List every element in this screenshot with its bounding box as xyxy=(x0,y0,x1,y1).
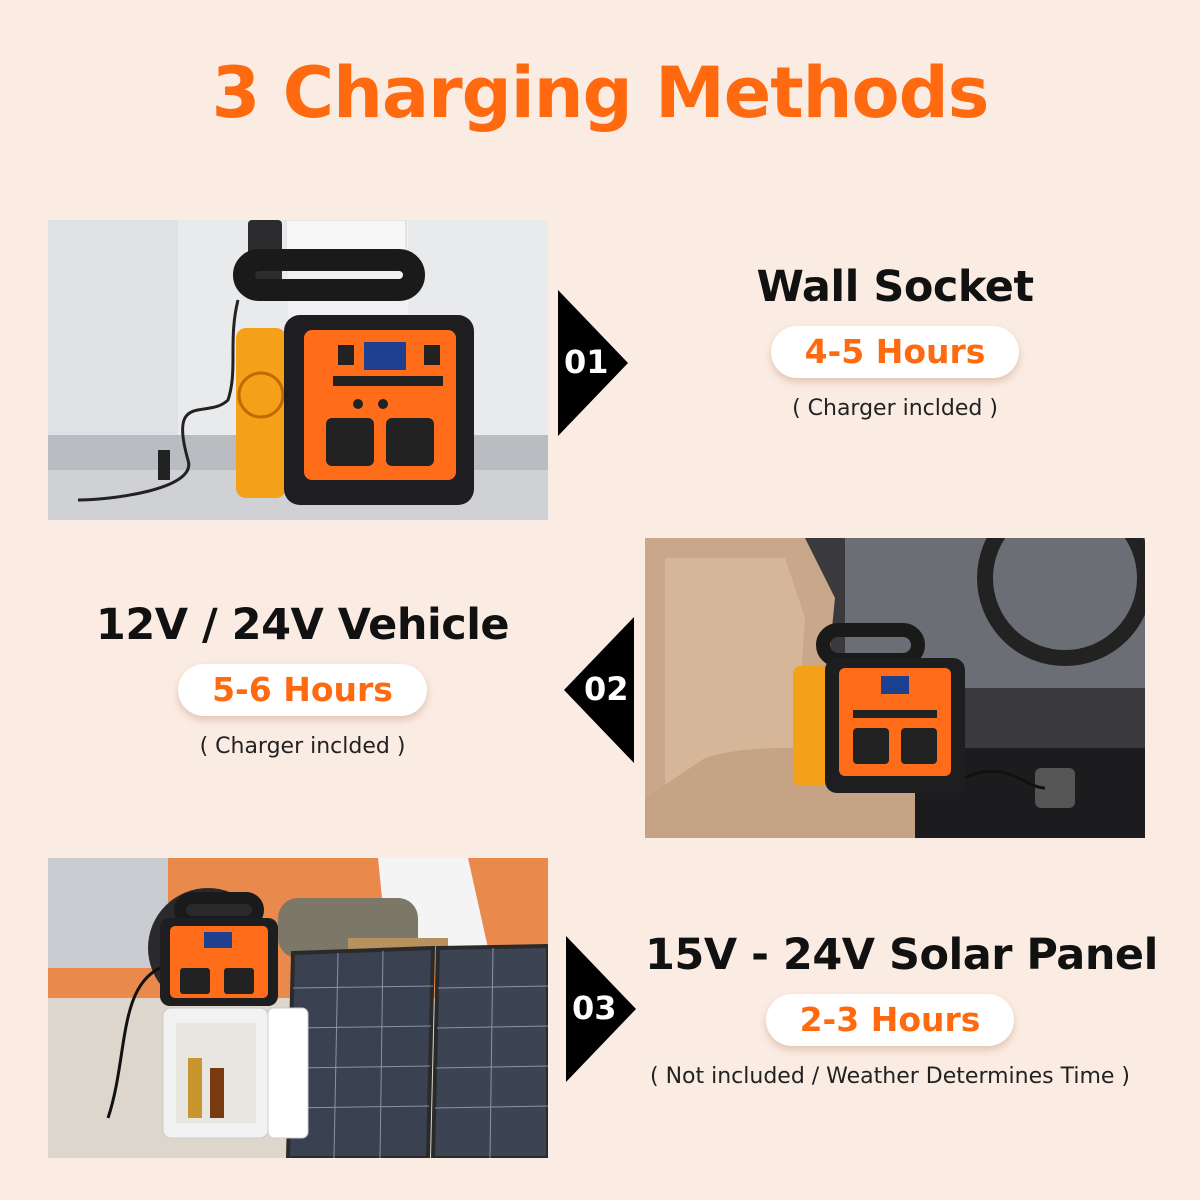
method-note: ( Charger inclded ) xyxy=(199,734,406,759)
method-wall-socket xyxy=(745,262,1045,421)
method-note: ( Charger inclded ) xyxy=(792,396,998,421)
method-heading: Wall Socket xyxy=(756,262,1034,312)
method-heading: 12V / 24V Vehicle xyxy=(95,600,510,650)
charging-time-badge: 2-3 Hours xyxy=(766,994,1015,1046)
charging-time-badge: 5-6 Hours xyxy=(178,664,427,716)
arrow-right-03 xyxy=(566,936,636,1082)
method-vehicle xyxy=(80,600,525,759)
wall-socket-photo xyxy=(48,220,548,520)
charging-time-badge: 4-5 Hours xyxy=(771,326,1020,378)
page-title: 3 Charging Methods xyxy=(211,52,989,134)
method-heading: 15V - 24V Solar Panel xyxy=(645,930,1158,980)
step-number: 01 xyxy=(564,343,609,382)
arrow-right-01 xyxy=(558,290,628,436)
method-solar-panel xyxy=(645,930,1158,1089)
step-number: 03 xyxy=(572,989,617,1028)
arrow-left-02 xyxy=(564,617,634,763)
step-number: 02 xyxy=(584,670,629,709)
method-note: ( Not included / Weather Determines Time ) xyxy=(650,1064,1130,1089)
vehicle-photo xyxy=(645,538,1145,838)
solar-panel-photo xyxy=(48,858,548,1158)
